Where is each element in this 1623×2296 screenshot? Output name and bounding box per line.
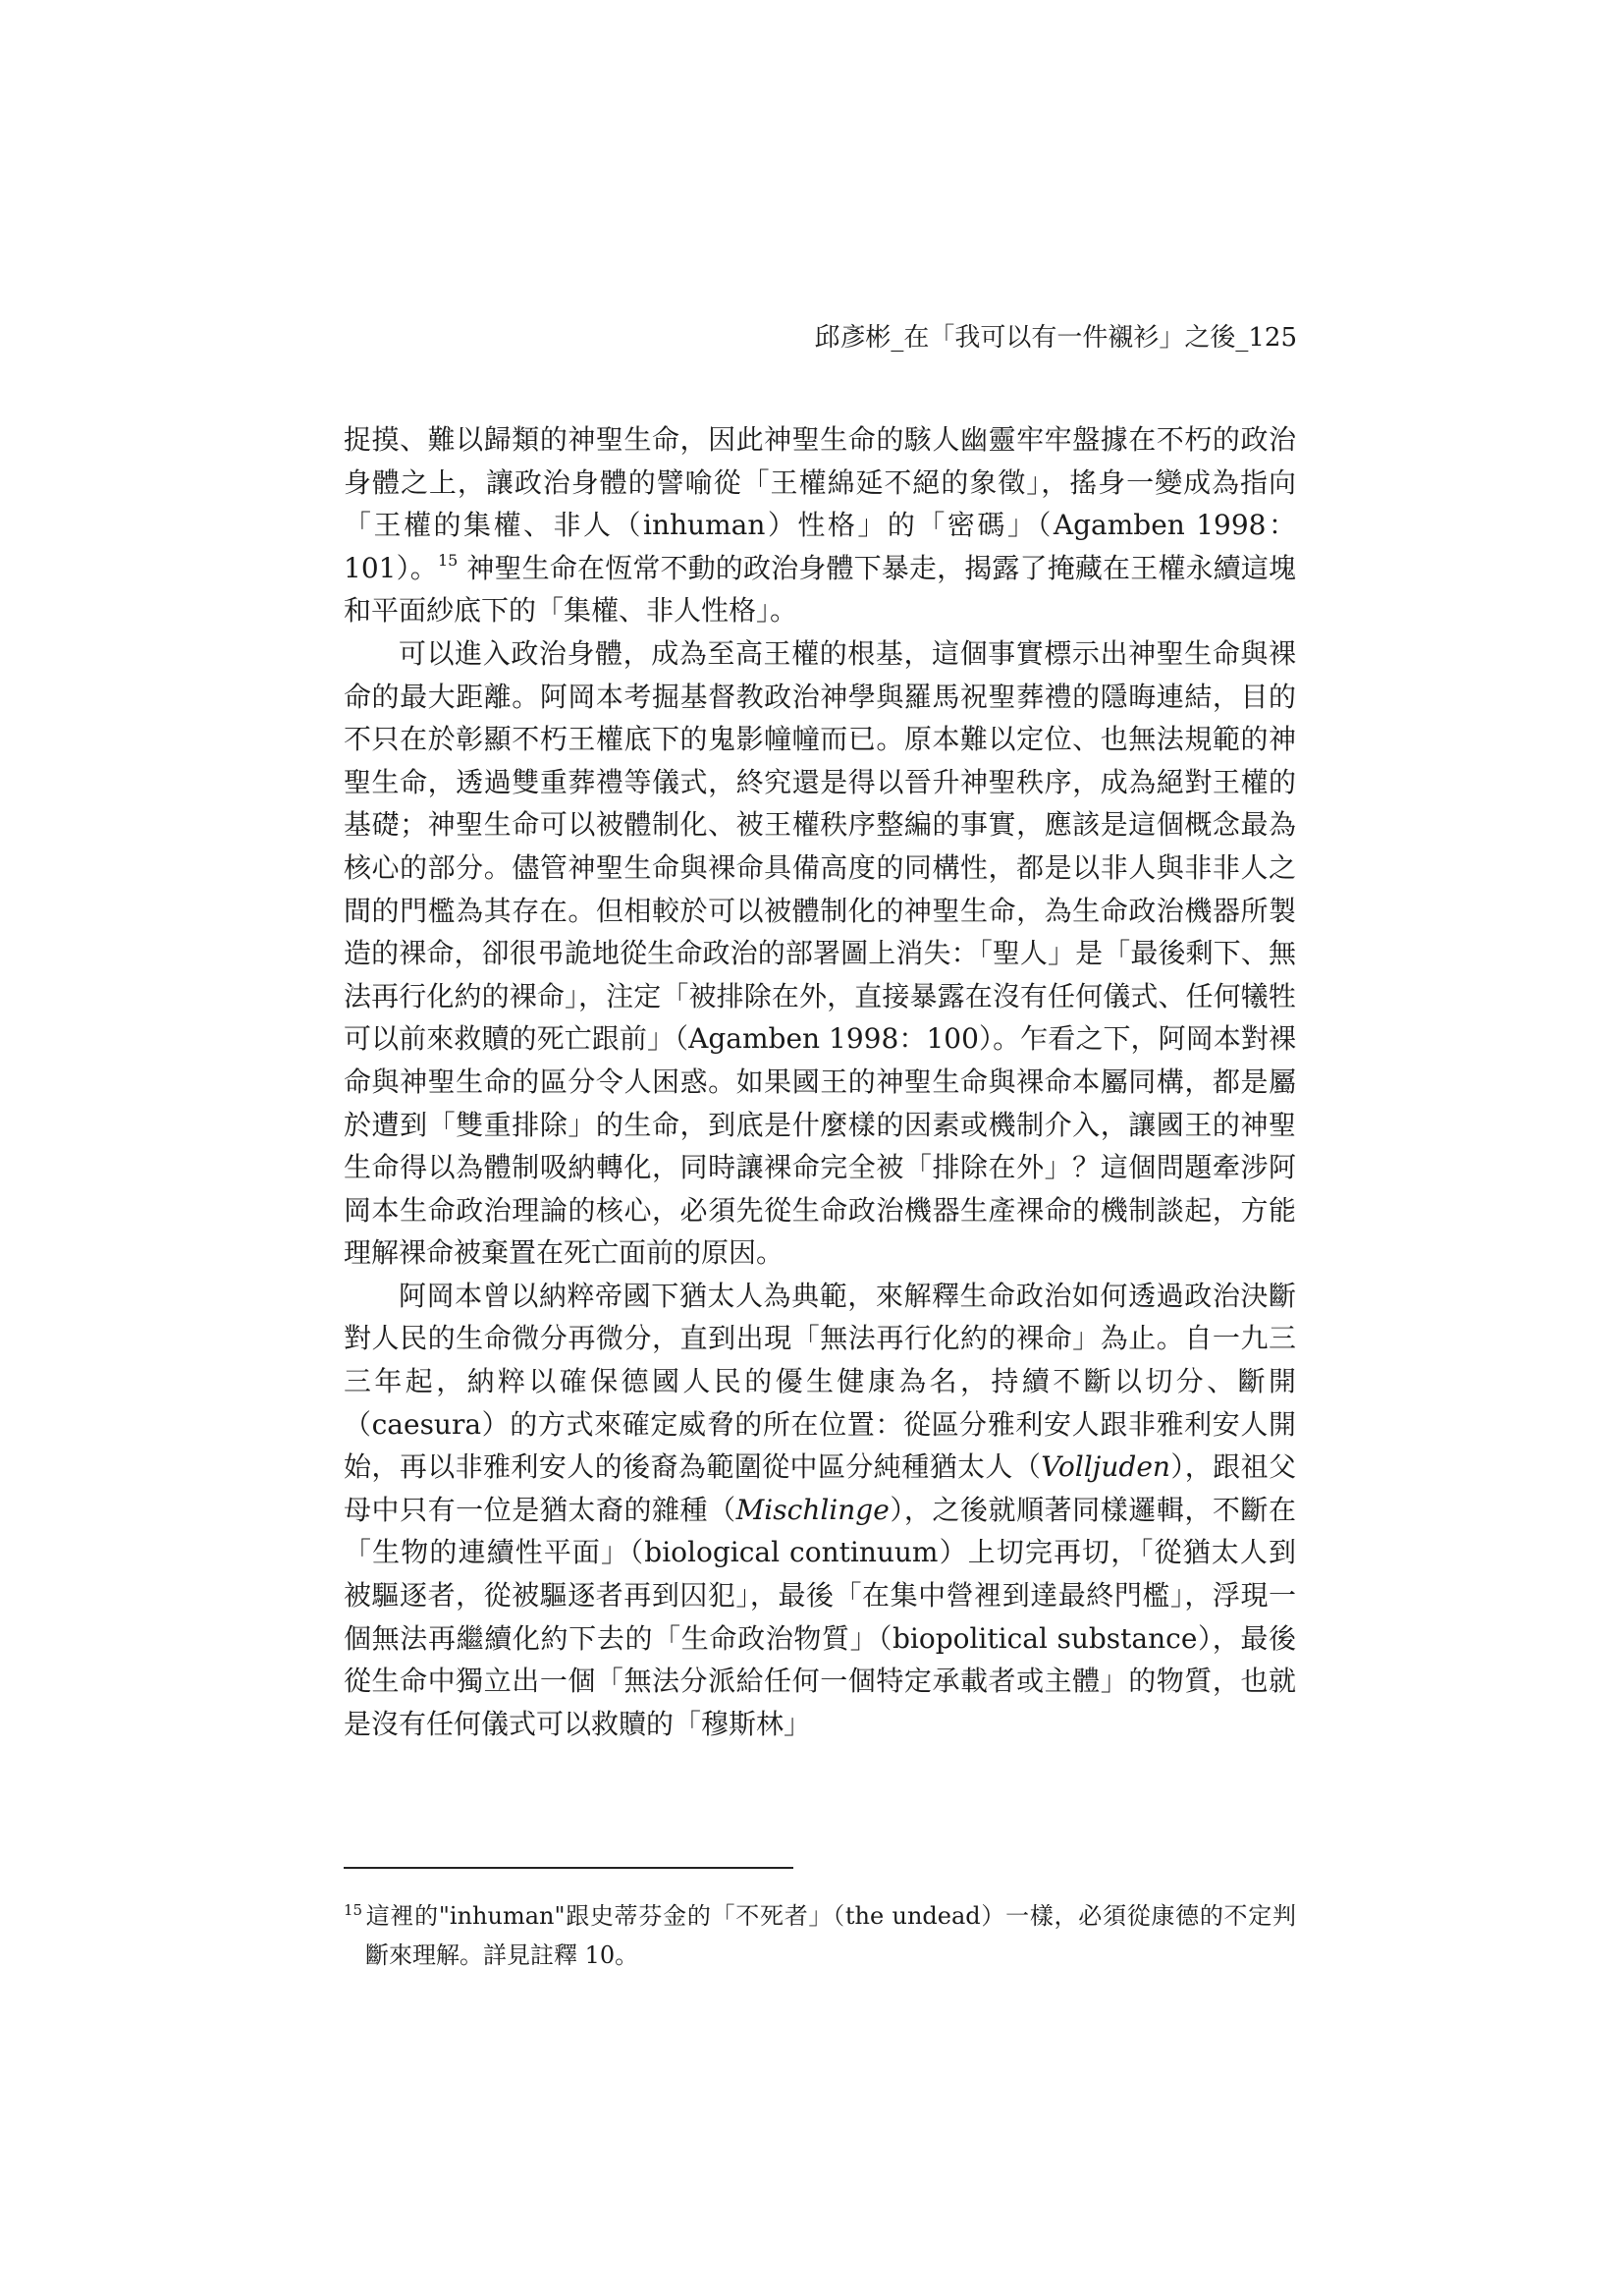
paragraph-1-text-b: 神聖生命在恆常不動的政治身體下暴走，揭露了掩藏在王權永續這塊和平面紗底下的「集權、非人性格」。 [344,551,1297,628]
paragraph-1-text-a: 捉摸、難以歸類的神聖生命，因此神聖生命的駭人幽靈牢牢盤據在不朽的政治身體之上，讓政治身體的譬喻從「王權綿延不絕的象徵」，搖身一變成為指向「王權的集權、非人（inhuman）性格」的「密碼」（Agamben 1998：101）。 [344,423,1296,584]
paragraph-3-text-c: ），之後就順著同樣邏輯，不斷在「生物的連續性平面」（biological continuum）上切完再切，「從猶太人到被驅逐者，從被驅逐者再到囚犯」，最後「在集中營裡到達最終門檻」，浮現一個無法再繼續化約下去的「生命政治物質」（biopolitical substance），最後從生命中獨立出一個「無法分派給任何一個特定承載者或主體」的物質，也就是沒有任何儀式可以救贖的「穆斯林」 [344,1493,1296,1740]
term-volljuden: Volljuden [1041,1450,1170,1484]
paragraph-2: 可以進入政治身體，成為至高王權的根基，這個事實標示出神聖生命與裸命的最大距離。阿岡本考掘基督教政治神學與羅馬祝聖葬禮的隱晦連結，目的不只在於彰顯不朽王權底下的鬼影幢幢而已。原本難以定位、也無法規範的神聖生命，透過雙重葬禮等儀式，終究還是得以晉升神聖秩序，成為絕對王權的基礎；神聖生命可以被體制化、被王權秩序整編的事實，應該是這個概念最為核心的部分。儘管神聖生命與裸命具備高度的同構性，都是以非人與非非人之間的門檻為其存在。但相較於可以被體制化的神聖生命，為生命政治機器所製造的裸命，卻很弔詭地從生命政治的部署圖上消失：「聖人」是「最後剩下、無法再行化約的裸命」，注定「被排除在外，直接暴露在沒有任何儀式、任何犧牲可以前來救贖的死亡跟前」（Agamben 1998：100）。乍看之下，阿岡本對裸命與神聖生命的區分令人困惑。如果國王的神聖生命與裸命本屬同構，都是屬於遭到「雙重排除」的生命，到底是什麼樣的因素或機制介入，讓國王的神聖生命得以為體制吸納轉化，同時讓裸命完全被「排除在外」？這個問題牽涉阿岡本生命政治理論的核心，必須先從生命政治機器生產裸命的機制談起，方能理解裸命被棄置在死亡面前的原因。 [344,636,1296,1270]
footnote-text: 這裡的"inhuman"跟史蒂芬金的「不死者」（the undead）一樣，必須從康德的不定判斷來理解。詳見註釋 10。 [365,1902,1296,1969]
footnote-divider [344,1867,793,1869]
footnote [344,1890,1296,1975]
paragraph-3 [344,1275,1296,1746]
body-text [344,418,1296,1745]
footnote-reference: 15 [437,550,459,570]
paragraph-3-text-a: 阿岡本曾以納粹帝國下猶太人為典範，來解釋生命政治如何透過政治決斷對人民的生命微分再微分，直到出現「無法再行化約的裸命」為止。自一九三三年起，納粹以確保德國人民的優生健康為名，持續不斷以切分、斷開（caesura）的方式來確定威脅的所在位置：從區分雅利安人跟非雅利安人開始，再以非雅利安人的後裔為範圍從中區分純種猶太人（ [344,1279,1296,1484]
paragraph-3-text-b: ），跟祖父母中只有一位是猶太裔的雜種（ [344,1450,1296,1526]
paragraph-1 [344,418,1296,632]
term-mischlinge: Mischlinge [735,1493,890,1526]
footnote-number: 15 [344,1901,363,1919]
running-head: 邱彥彬_在「我可以有一件襯衫」之後_125 [814,323,1297,353]
